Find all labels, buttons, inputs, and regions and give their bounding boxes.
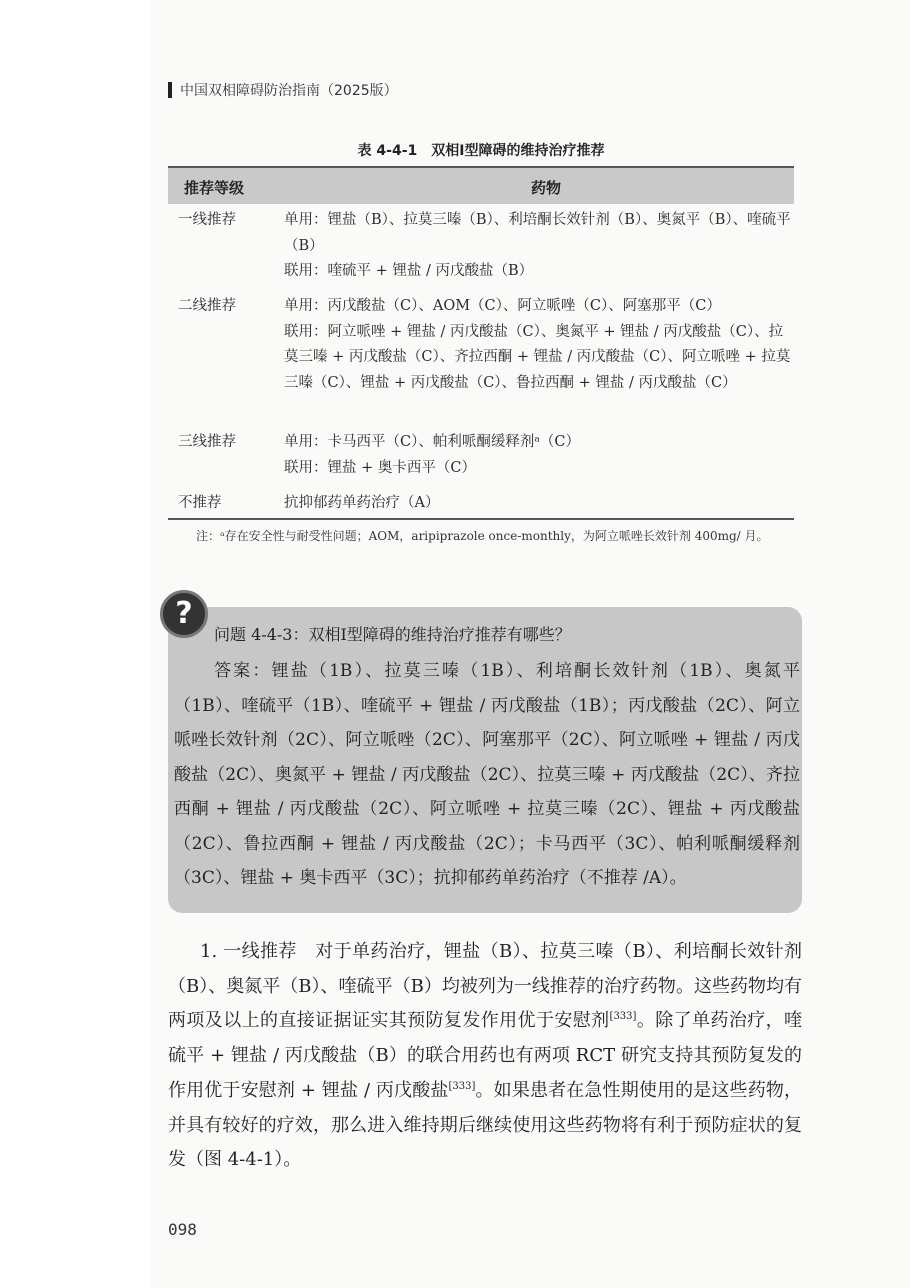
table-bottom-rule [168, 518, 794, 520]
column-header-grade: 推荐等级 [184, 179, 245, 197]
table-header [168, 166, 794, 204]
row-drugs: 单用：丙戊酸盐（C）、AOM（C）、阿立哌唑（C）、阿塞那平（C） 联用：阿立哌唑 + 锂盐 / 丙戊酸盐（C）、奥氮平 + 锂盐 / 丙戊酸盐（C）、拉莫三嗪 + 丙戊酸盐（C）、齐拉西酮 + 锂盐 / 丙戊酸盐（C）、阿立哌唑 + 拉莫三嗪（C）、锂盐 + 丙戊酸盐（C）、鲁拉西酮 + 锂盐 / 丙戊酸盐（C） [284, 298, 791, 391]
table-note: 注：ᵃ存在安全性与耐受性问题；AOM，aripiprazole once-monthly，为阿立哌唑长效针剂 400mg/ 月。 [196, 529, 769, 543]
page-margin [0, 0, 150, 1288]
qa-answer: 答案：锂盐（1B）、拉莫三嗪（1B）、利培酮长效针剂（1B）、奥氮平（1B）、喹硫平（1B）、喹硫平 + 锂盐 / 丙戊酸盐（1B）；丙戊酸盐（2C）、阿立哌唑长效针剂（2C）、阿立哌唑（2C）、阿塞那平（2C）、阿立哌唑 + 锂盐 / 丙戊酸盐（2C）、奥氮平 + 锂盐 / 丙戊酸盐（2C）、拉莫三嗪 + 丙戊酸盐（2C）、齐拉西酮 + 锂盐 / 丙戊酸盐（2C）、阿立哌唑 + 拉莫三嗪（2C）、锂盐 + 丙戊酸盐（2C）、鲁拉西酮 + 锂盐 / 丙戊酸盐（2C）；卡马西平（3C）、帕利哌酮缓释剂（3C）、锂盐 + 奥卡西平（3C）；抗抑郁药单药治疗（不推荐 /A）。 [174, 661, 800, 888]
row-drugs: 单用：卡马西平（C）、帕利哌酮缓释剂ᵃ（C） 联用：锂盐 + 奥卡西平（C） [284, 434, 581, 476]
row-grade: 一线推荐 [178, 212, 236, 228]
body-paragraph: 1. 一线推荐 对于单药治疗，锂盐（B）、拉莫三嗪（B）、利培酮长效针剂（B）、奥氮平（B）、喹硫平（B）均被列为一线推荐的治疗药物。这些药物均有两项及以上的直接证据证实其预防复发作用优于安慰剂[333]。除了单药治疗，喹硫平 + 锂盐 / 丙戊酸盐（B）的联合用药也有两项 RCT 研究支持其预防复发的作用优于安慰剂 + 锂盐 / 丙戊酸盐[333]。如果患者在急性期使用的是这些药物，并具有较好的疗效，那么进入维持期后继续使用这些药物将有利于预防症状的复发（图 4-4-1）。 [168, 941, 803, 1171]
question-icon: ? [160, 590, 208, 638]
running-title: 中国双相障碍防治指南（2025版） [180, 83, 398, 99]
row-grade: 不推荐 [178, 495, 222, 511]
qa-question: 问题 4-4-3：双相Ⅰ型障碍的维持治疗推荐有哪些？ [214, 625, 571, 644]
column-header-drug: 药物 [530, 179, 561, 197]
row-grade: 二线推荐 [178, 298, 236, 314]
header-bar-icon [168, 82, 172, 98]
table-caption: 表 4-4-1 双相Ⅰ型障碍的维持治疗推荐 [357, 143, 605, 159]
row-drugs: 单用：锂盐（B）、拉莫三嗪（B）、利培酮长效针剂（B）、奥氮平（B）、喹硫平（B） 联用：喹硫平 + 锂盐 / 丙戊酸盐（B） [284, 212, 791, 279]
row-drugs: 抗抑郁药单药治疗（A） [284, 495, 440, 511]
page-number: 098 [168, 1220, 197, 1239]
row-grade: 三线推荐 [178, 434, 236, 450]
running-header [168, 80, 398, 100]
